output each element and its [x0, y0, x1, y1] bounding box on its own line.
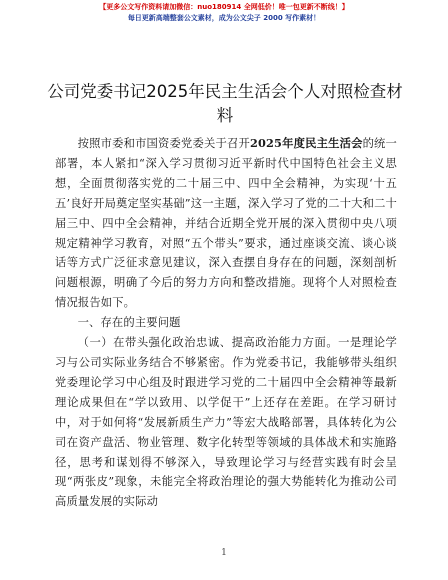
section-heading: 一、存在的主要问题 [77, 316, 181, 330]
document-title: 公司党委书记2025年民主生活会个人对照检查材料 [47, 82, 403, 125]
intro-paragraph [55, 134, 397, 313]
promo-banner-line-2: 每日更新高端整套公文素材，成为公文尖子 2000 写作素材！ [127, 14, 321, 22]
promo-banner-line-1: 【更多公文写作资料请加微信：nuo180914 全网低价！唯一包更新不断线！】 [99, 3, 349, 11]
intro-text-start: 按照市委和市国资委党委关于召开 [77, 137, 251, 150]
document-body [55, 134, 397, 512]
page-number: 1 [221, 548, 227, 558]
subsection-paragraph: （一）在带头强化政治忠诚、提高政治能力方面。一是理论学习与公司实际业务结合不够紧密。作为党委书记，我能够带头组织党委理论学习中心组及时跟进学习党的二十届四中全会精神等最新理论成果但在“学以致用、以学促干”上还存在差距。在学习研讨中，对于如何将“发展新质生产力”等宏大战略部署，具体转化为公司在资产盘活、物业管理、数字化转型等领域的具体战术和实施路径，思考和谋划得不够深入，导致理论学习与经营实践有时会呈现“两张皮”现象，未能完全将政治理论的强大势能转化为推动公司高质量发展的实际动 [55, 336, 397, 509]
intro-text-rest: 的统一部署，本人紧扣“深入学习贯彻习近平新时代中国特色社会主义思想，全面贯彻落实党的二十届三中、四中全会精神，为实现‘十五五’良好开局奠定坚实基础”这一主题，深入学习了党的二十大和二十届三中、四中全会精神，并结合近期全党开展的深入贯彻中央八项规定精神学习教育，对照“五个带头”要求，通过座谈交流、谈心谈话等方式广泛征求意见建议，深入查摆自身存在的问题，深刻剖析问题根源，明确了今后的努力方向和整改措施。现将个人对照检查情况报告如下。 [55, 137, 397, 310]
intro-text-bold: 2025年度民主生活会 [250, 136, 363, 150]
promo-banner [0, 2, 448, 24]
